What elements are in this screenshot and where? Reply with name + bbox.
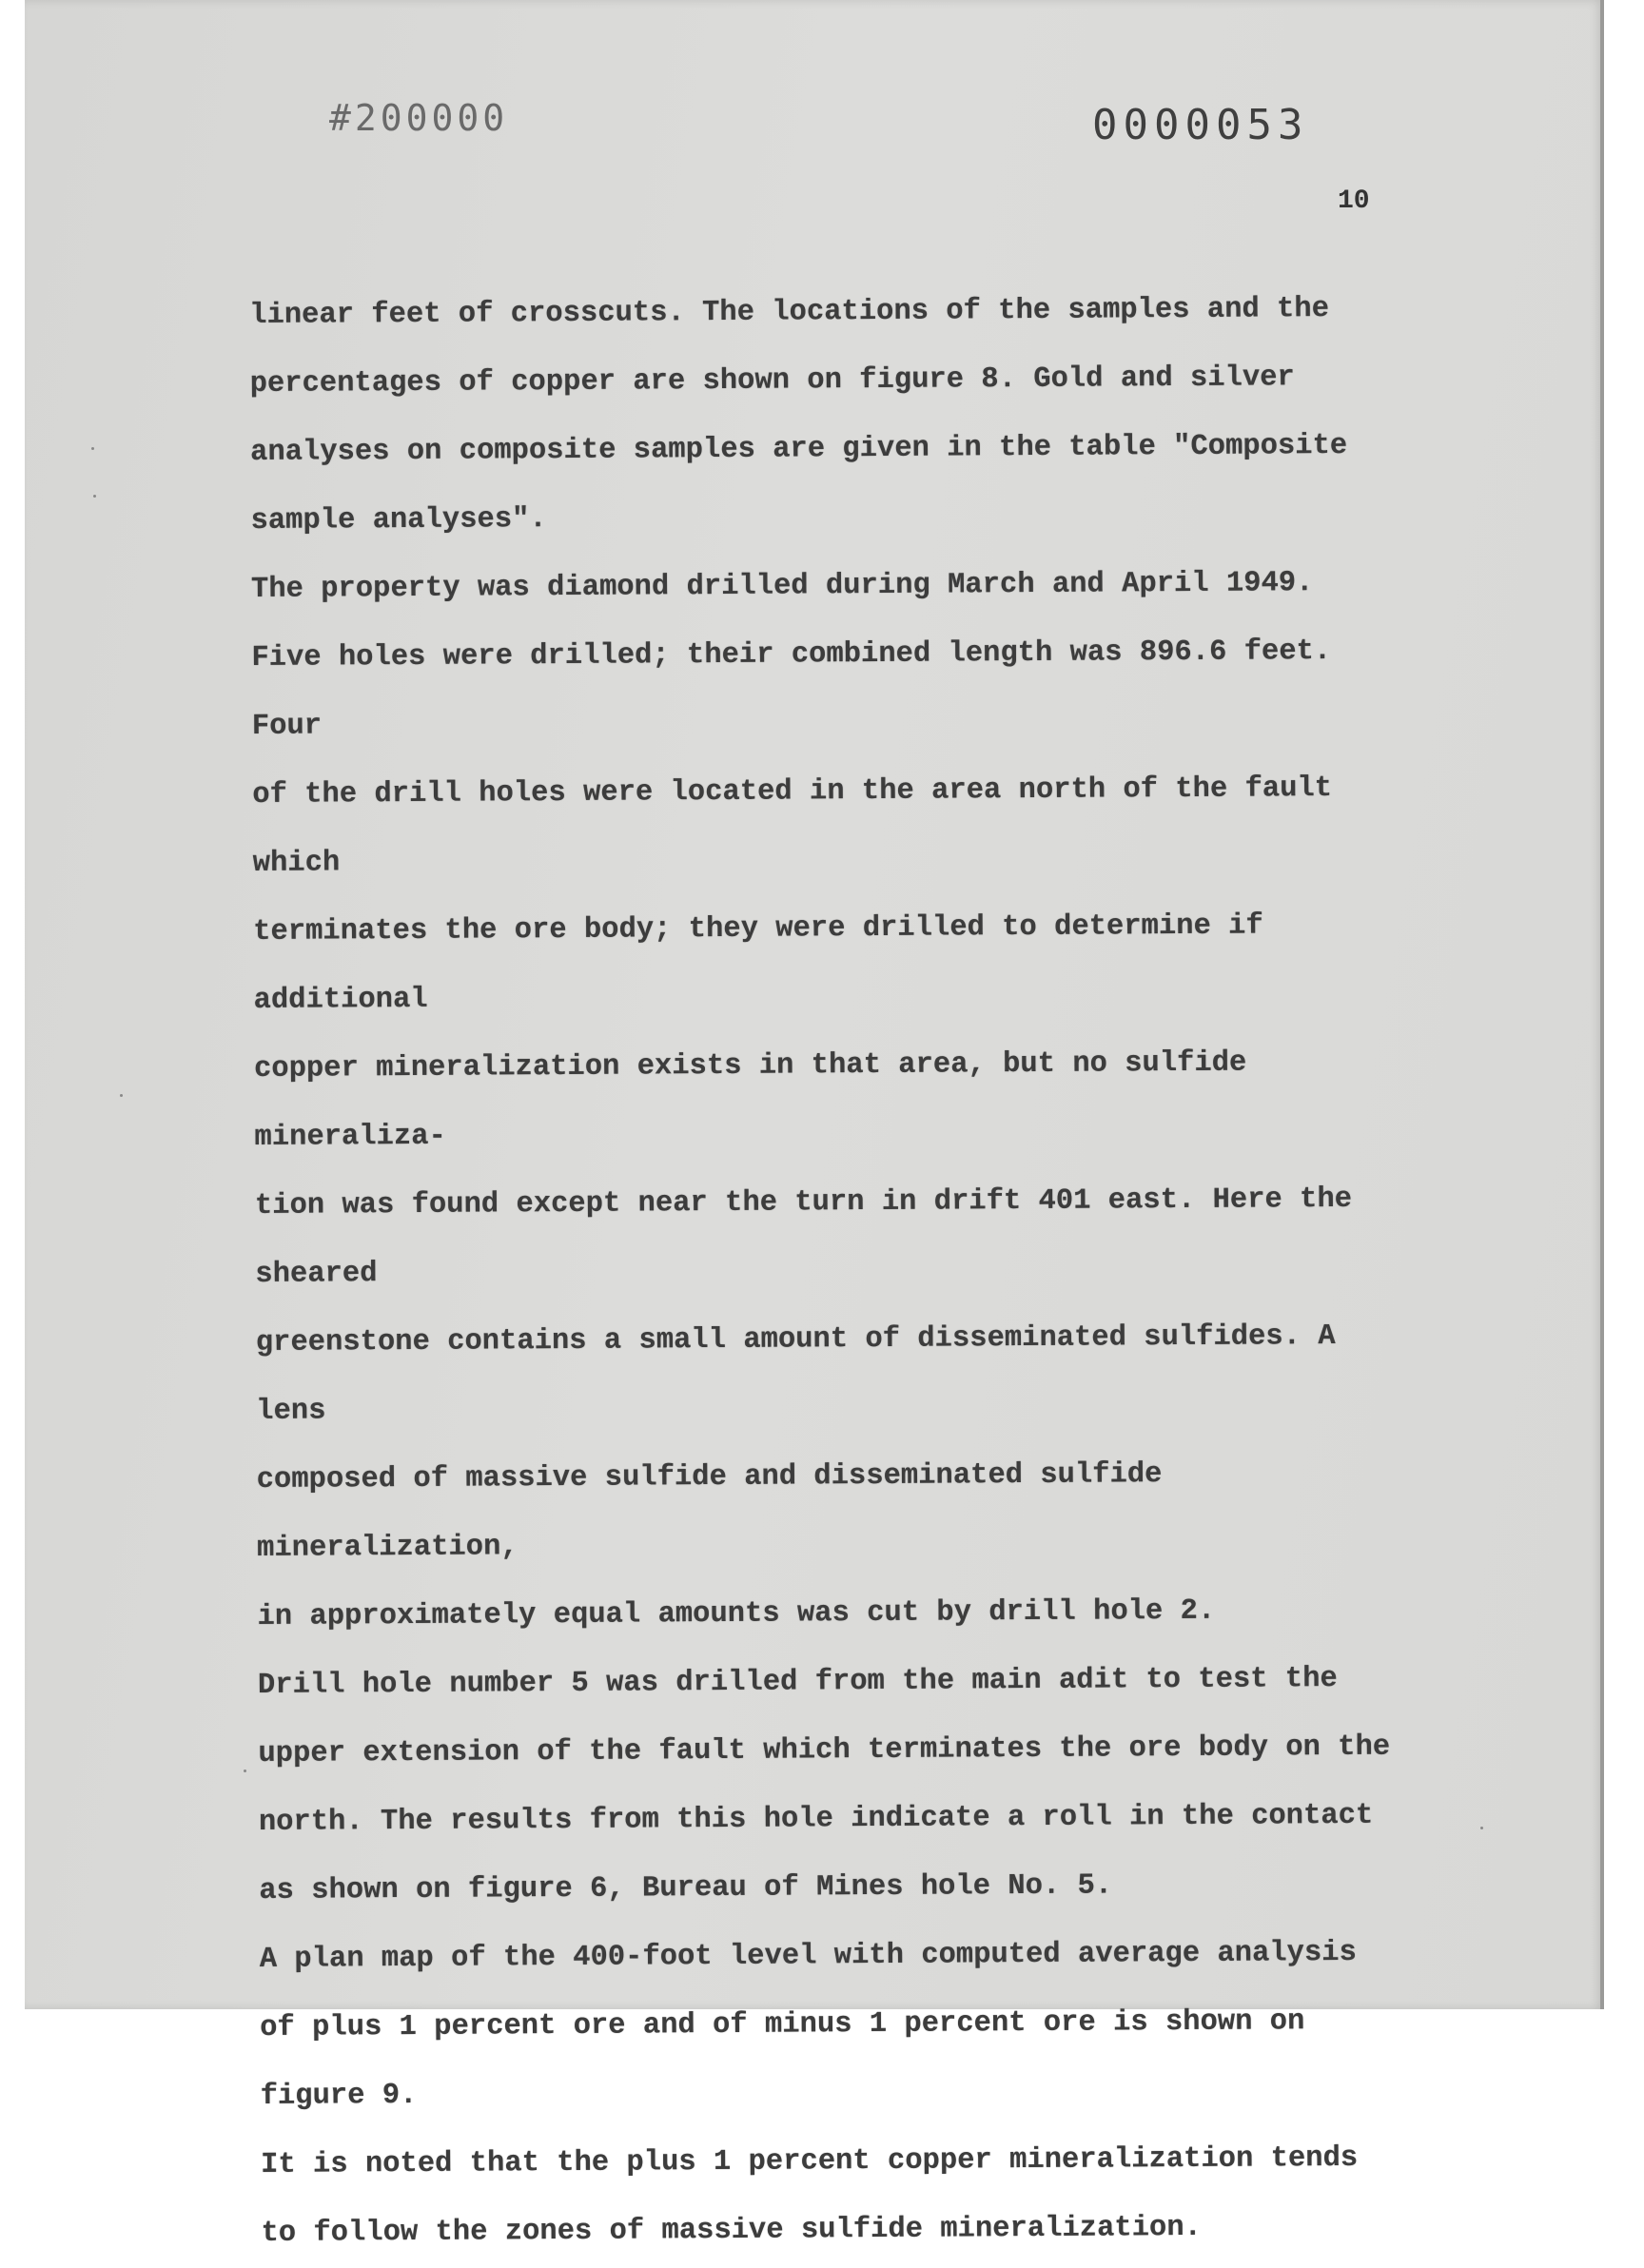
scan-speck [93,495,96,498]
scanned-page [25,0,1604,2250]
body-text [249,275,1403,2268]
stamp-right-number: 0000053 [1092,101,1309,149]
scan-speck [244,1769,246,1772]
paragraph-drill-hole-5: Drill hole number 5 was drilled from the main adit to test the upper extension of the fault which terminates the ore body on the north. The results from this hole indicate a roll in the contact as shown on figure 6, Bureau of Mines hole No. 5. [257,1663,1391,1907]
scan-speck [120,1094,123,1097]
paragraph-samples: linear feet of crosscuts. The locations of the samples and the percentages of copper are shown on figure 8. Gold and silver analyses on composite samples are given in the table "Composite sample analyses". [249,293,1348,538]
page-edge [1600,0,1604,2009]
page-number: 10 [1338,186,1370,216]
scan-speck [91,447,94,450]
paragraph-diamond-drilling: The property was diamond drilled during March and April 1949. Five holes were drilled; their combined length was 896.6 feet. Four of the drill holes were located in the area north of the fault which terminates the ore body; they were drilled to determine if additional copper mineralization exists in that area, but no sulfide mineraliza- tion was found except near the turn in drift 401 east. Here the sheared greenstone contains a small amount of disseminated sulfides. A lens composed of massive sulfide and disseminated sulfide mineralization, in approximately equal amounts was cut by drill hole 2. [250,567,1353,1633]
paragraph-plan-map: A plan map of the 400-foot level with computed average analysis of plus 1 percent ore and of minus 1 percent ore is shown on figure 9. It is noted that the plus 1 percent copper mineralization tends to follow the zones of massive sulfide mineralization. [259,1936,1359,2250]
scan-speck [1480,1827,1483,1829]
stamp-left-number: #200000 [329,97,509,139]
